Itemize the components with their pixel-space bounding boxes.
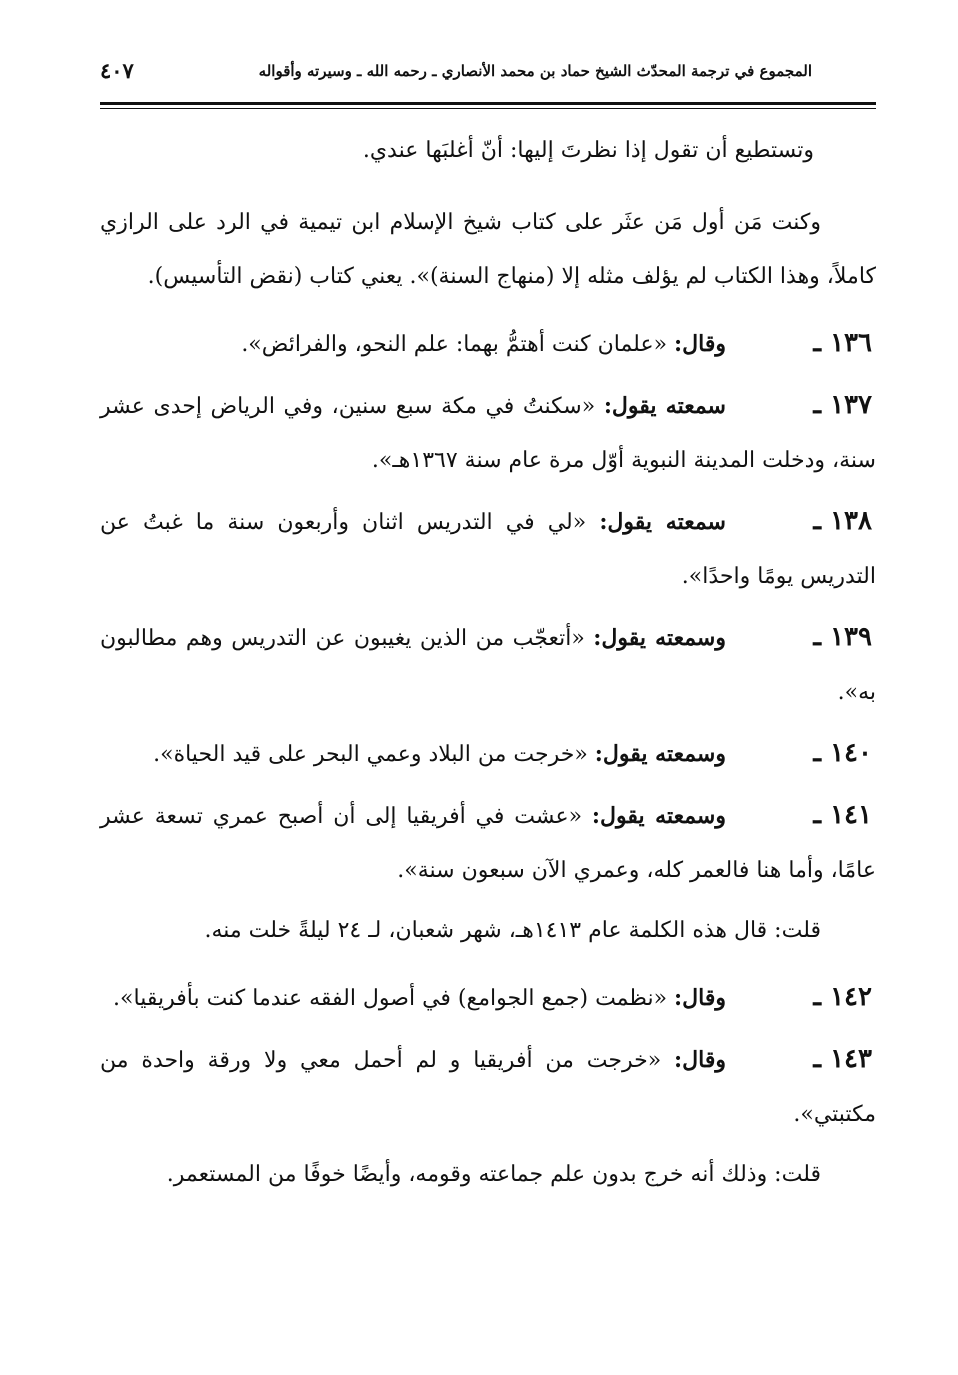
header-rule-thin xyxy=(100,108,876,109)
item-text: «علمان كنت أهتمُّ بهما: علم النحو، والفرائض». xyxy=(241,332,668,357)
item-text: «سكنتُ في مكة سبع سنين، وفي الرياض إحدى عشر سنة، ودخلت المدينة النبوية أوّل مرة عام سنة ١٣٦٧هـ». xyxy=(100,394,876,473)
page-number: ٤٠٧ xyxy=(100,58,134,83)
page-header xyxy=(100,52,812,92)
author-note-1: قلت: قال هذه الكلمة عام ١٤١٣هـ، شهر شعبان، لـ ٢٤ ليلةً خلت منه. xyxy=(204,918,821,943)
item-speaker: وسمعته يقول: xyxy=(593,625,726,651)
paragraph-intro: وتستطيع أن تقول إذا نظرتَ إليها: أنّ أغلبَها عندي. xyxy=(362,138,814,163)
header-rule-thick xyxy=(100,102,876,105)
item-speaker: وقال: xyxy=(674,331,726,357)
item-speaker: سمعته يقول: xyxy=(603,393,726,419)
quote-item-143 xyxy=(100,1032,876,1142)
quote-item-136 xyxy=(100,316,876,372)
quote-item-142 xyxy=(100,970,876,1026)
item-text: «لي في التدريس اثنان وأربعون سنة ما غبتُ عن التدريس يومًا واحدًا». xyxy=(100,510,876,589)
item-text: «خرجت من أفريقيا و لم أحمل معي ولا ورقة واحدة من مكتبتي». xyxy=(100,1048,876,1127)
quote-item-138 xyxy=(100,494,876,604)
item-number: ١٤٠ ـ xyxy=(813,738,872,768)
item-speaker: سمعته يقول: xyxy=(599,509,726,535)
item-number: ١٤٢ ـ xyxy=(813,982,872,1012)
quote-item-140 xyxy=(100,726,876,782)
item-speaker: وقال: xyxy=(674,985,726,1011)
quote-item-141 xyxy=(100,788,876,898)
item-text: «نظمت (جمع الجوامع) في أصول الفقه عندما كنت بأفريقيا». xyxy=(113,986,668,1011)
item-speaker: وقال: xyxy=(674,1047,726,1073)
item-number: ١٣٦ ـ xyxy=(813,328,872,358)
author-note-2: قلت: وذلك أنه خرج بدون علم جماعته وقومه، وأيضًا خوفًا من المستعمر. xyxy=(166,1162,821,1187)
item-number: ١٣٨ ـ xyxy=(813,506,872,536)
item-speaker: وسمعته يقول: xyxy=(591,803,726,829)
item-number: ١٣٩ ـ xyxy=(813,622,872,652)
item-text: «عشت في أفريقيا إلى أن أصبح عمري تسعة عشر عامًا، وأما هنا فالعمر كله، وعمري الآن سبعون سنة». xyxy=(100,804,876,883)
item-number: ١٤١ ـ xyxy=(813,800,872,830)
item-text: «أتعجّب من الذين يغيبون عن التدريس وهم مطالبون به». xyxy=(100,626,876,705)
item-speaker: وسمعته يقول: xyxy=(594,741,726,767)
quote-item-139 xyxy=(100,610,876,720)
item-number: ١٣٧ ـ xyxy=(813,390,872,420)
body-text xyxy=(100,124,876,1214)
paragraph-ibn-taymiyyah: وكنت مَن أول مَن عثَر على كتاب شيخ الإسلام ابن تيمية في الرد على الرازي كاملاً، وهذا الكتاب لم يؤلف مثله إلا (منهاج السنة)». يعني كتاب (نقض التأسيس). xyxy=(100,210,876,289)
item-number: ١٤٣ ـ xyxy=(813,1044,872,1074)
quote-item-137 xyxy=(100,378,876,488)
running-title: المجموع في ترجمة المحدّث الشيخ حماد بن محمد الأنصاري ـ رحمه الله ـ وسيرته وأقواله xyxy=(258,62,812,80)
item-text: «خرجت من البلاد وعمي البحر على قيد الحياة». xyxy=(153,742,588,767)
